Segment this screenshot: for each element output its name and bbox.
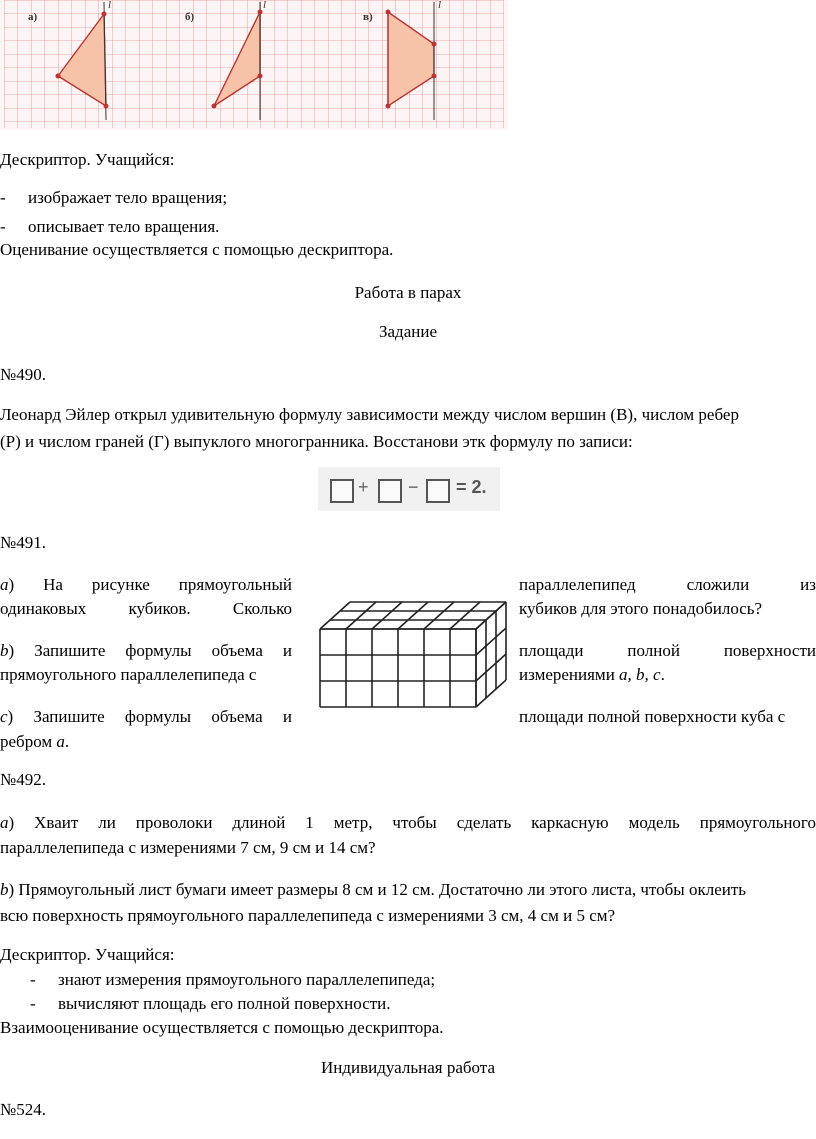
- cube-edge: [476, 628, 506, 655]
- formula-box-1: [330, 479, 354, 503]
- point: [258, 10, 263, 15]
- variables: a, b, c: [619, 665, 661, 684]
- task-heading: Задание: [379, 322, 437, 341]
- problem-492-b-line-2: всю поверхность прямоугольного параллелепипеда с измерениями 3 см, 4 см и 5 см?: [0, 906, 616, 925]
- rotation-figures: [0, 0, 508, 130]
- cuboid-svg: [306, 575, 516, 721]
- label-a: а: [0, 575, 9, 594]
- problem-491-b-right-2: [519, 665, 665, 685]
- label-b: b: [0, 880, 9, 899]
- descriptor1-item-2: - описывает тело вращения.: [0, 217, 220, 236]
- problem-491-a-right-1: параллелепипед сложили из: [519, 575, 816, 594]
- problem-490-line-2: (Р) и числом граней (Г) выпуклого многогранника. Восстанови этк формулу по записи:: [0, 432, 633, 451]
- point: [56, 74, 61, 79]
- rotation-figures-svg: [0, 0, 508, 130]
- text: ) Запишите формулы объема и: [7, 707, 292, 726]
- descriptor1-item-1-text: изображает тело вращения;: [28, 188, 228, 207]
- problem-524-number: №524.: [0, 1100, 46, 1119]
- text: ) Запишите формулы объема и: [8, 641, 292, 660]
- cube-edge: [346, 602, 376, 629]
- problem-491-a-right-2: кубиков для этого понадобилось?: [519, 599, 763, 618]
- formula-box-2: [378, 479, 402, 503]
- cube-edge: [476, 602, 506, 629]
- cube-edge: [450, 602, 480, 629]
- descriptor2-item-2: - вычисляют площадь его полной поверхности.: [30, 994, 391, 1013]
- text: ) Прямоугольный лист бумаги имеет размеры 8 см и 12 см. Достаточно ли этого листа, чтобы оклеить: [8, 880, 747, 899]
- figure-label-b: б): [185, 11, 195, 23]
- formula-box-3: [426, 479, 450, 503]
- pair-work-heading: Работа в парах: [354, 283, 462, 302]
- descriptor1-item-2-text: описывает тело вращения.: [28, 217, 220, 236]
- label-a: а: [0, 813, 9, 832]
- axis-label-b: l: [263, 0, 267, 11]
- descriptor2-assessment: Взаимооценивание осуществляется с помощью дескриптора.: [0, 1018, 444, 1037]
- cube-edge: [424, 602, 454, 629]
- descriptor2-item-1: - знают измерения прямоугольного параллелепипеда;: [30, 970, 436, 989]
- problem-491-b-left-1: [0, 641, 292, 661]
- point: [386, 10, 391, 15]
- cube-edge: [320, 602, 350, 629]
- figure-label-c: в): [363, 11, 373, 23]
- problem-491-c-left-1: [0, 707, 292, 727]
- cuboid-figure: [306, 575, 516, 721]
- formula-minus: −: [408, 477, 419, 497]
- descriptor2-item-2-text: вычисляют площадь его полной поверхности.: [58, 994, 391, 1013]
- point: [432, 42, 437, 47]
- descriptor2-item-1-text: знают измерения прямоугольного параллелепипеда;: [58, 970, 436, 989]
- problem-492-number: №492.: [0, 770, 46, 789]
- descriptor2-title: Дескриптор. Учащийся:: [0, 945, 175, 964]
- text: ребром: [0, 732, 57, 751]
- point: [104, 104, 109, 109]
- text: ) Хваит ли проволоки длиной 1 метр, чтобы сделать каркасную модель прямоугольного: [8, 813, 816, 832]
- point: [386, 104, 391, 109]
- formula-plus: +: [358, 477, 369, 497]
- label-c: с: [0, 707, 8, 726]
- cube-edge: [398, 602, 428, 629]
- text: .: [660, 665, 665, 684]
- point: [432, 74, 437, 79]
- text: измерениями: [519, 665, 620, 684]
- problem-491-b-right-1: площади полной поверхности: [519, 641, 816, 660]
- formula-image: [318, 467, 500, 511]
- individual-work-heading: Индивидуальная работа: [321, 1058, 495, 1077]
- problem-492-b-line-1: [0, 880, 746, 900]
- variable: а: [56, 732, 65, 751]
- problem-490-number: №490.: [0, 365, 46, 384]
- point: [212, 104, 217, 109]
- text: .: [64, 732, 70, 751]
- cube-edge: [476, 680, 506, 707]
- point: [258, 74, 263, 79]
- cube-edge: [476, 654, 506, 681]
- problem-491-b-left-2: прямоугольного параллелепипеда с: [0, 665, 257, 684]
- descriptor1-item-1: - изображает тело вращения;: [0, 188, 228, 207]
- problem-491-a-left-2: одинаковых кубиков. Сколько: [0, 599, 292, 618]
- axis-label-a: l: [108, 0, 112, 11]
- problem-491-a-left-1: [0, 575, 292, 595]
- axis-label-c: l: [438, 0, 442, 11]
- problem-491-c-right-1: площади полной поверхности куба с: [519, 707, 786, 726]
- formula-equals: = 2.: [456, 477, 487, 497]
- figure-label-a: а): [28, 11, 38, 23]
- problem-492-a-line-1: [0, 813, 816, 833]
- problem-491-c-left-2: [0, 732, 69, 752]
- descriptor1-title: Дескриптор. Учащийся:: [0, 150, 175, 169]
- descriptor1-assessment: Оценивание осуществляется с помощью дескриптора.: [0, 240, 394, 259]
- cube-edge: [372, 602, 402, 629]
- problem-490-line-1: Леонард Эйлер открыл удивительную формулу зависимости между числом вершин (В), числом ребер: [0, 405, 739, 424]
- point: [102, 12, 107, 17]
- label-b: b: [0, 641, 9, 660]
- text: ) На рисунке прямоугольный: [8, 575, 292, 594]
- problem-492-a-line-2: параллелепипеда с измерениями 7 см, 9 см и 14 см?: [0, 838, 376, 857]
- problem-491-number: №491.: [0, 533, 46, 552]
